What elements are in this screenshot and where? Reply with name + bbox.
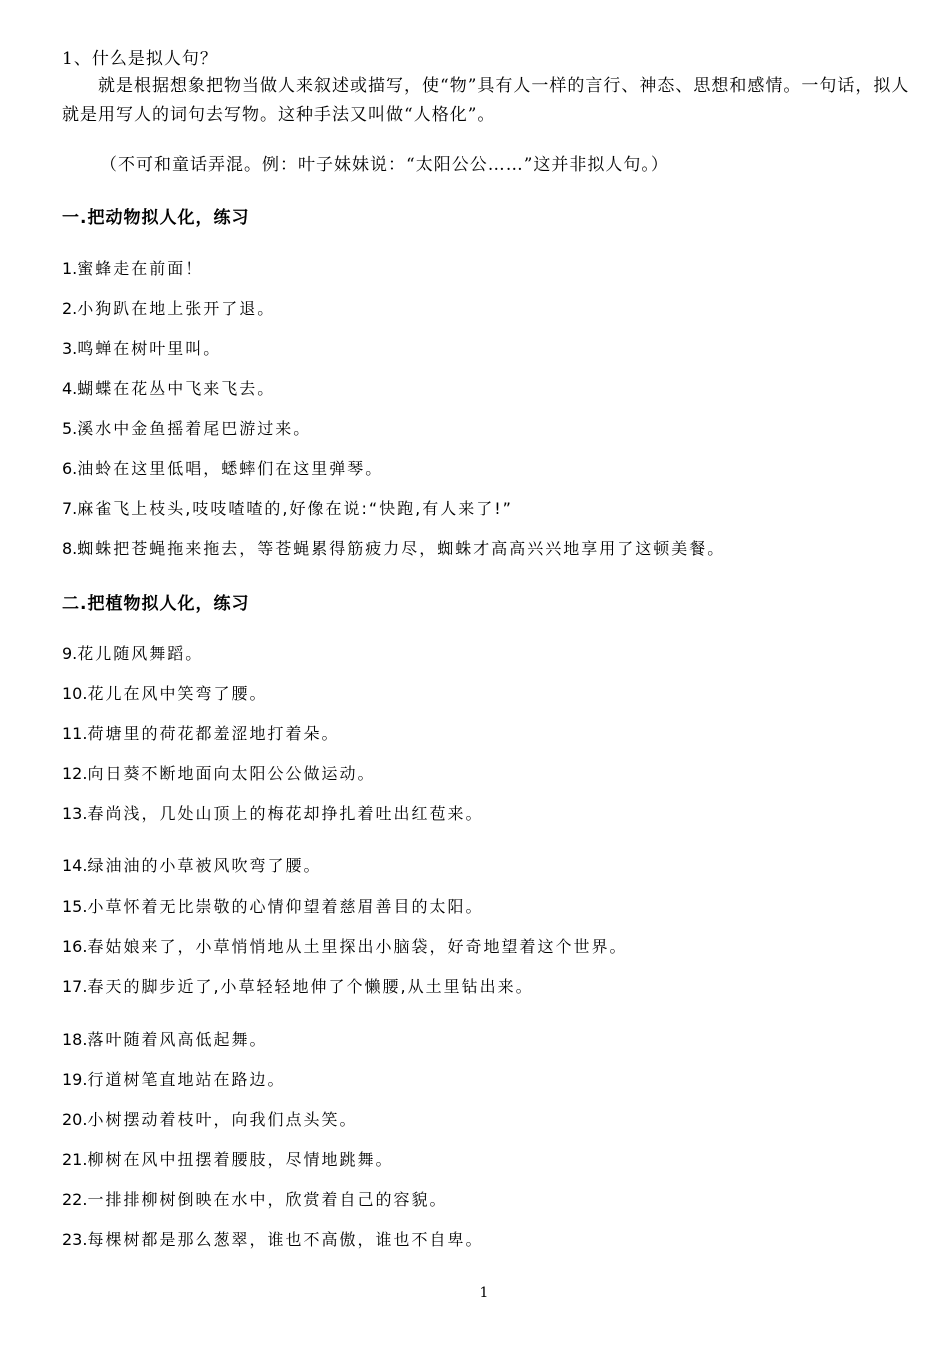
item-text: 蜜蜂走在前面！ (77, 259, 204, 278)
item-number: 17. (62, 977, 88, 996)
item-text: 向日葵不断地面向太阳公公做运动。 (87, 764, 376, 783)
item-text: 每棵树都是那么葱翠，谁也不高傲，谁也不自卑。 (87, 1230, 484, 1249)
item-number: 13. (62, 804, 88, 823)
item-number: 14. (62, 856, 88, 875)
item-number: 12. (62, 764, 88, 783)
item-text: 春天的脚步近了,小草轻轻地伸了个懒腰,从土里钻出来。 (87, 977, 534, 996)
item-text: 春姑娘来了，小草悄悄地从土里探出小脑袋，好奇地望着这个世界。 (87, 937, 628, 956)
item-number: 11. (62, 724, 88, 743)
list-item (62, 894, 483, 917)
item-number: 7. (62, 499, 78, 518)
list-item (62, 853, 321, 876)
item-text: 落叶随着风高低起舞。 (87, 1030, 268, 1049)
item-number: 3. (62, 339, 78, 358)
item-number: 4. (62, 379, 78, 398)
item-text: 油蛉在这里低唱，蟋蟀们在这里弹琴。 (77, 459, 384, 478)
item-number: 18. (62, 1030, 88, 1049)
list-item (62, 376, 275, 399)
list-item (62, 641, 203, 664)
list-item (62, 1107, 357, 1130)
item-text: 花儿随风舞蹈。 (77, 644, 204, 663)
page-number: 1 (479, 1285, 489, 1301)
item-number: 20. (62, 1110, 88, 1129)
item-text: 荷塘里的荷花都羞涩地打着朵。 (87, 724, 340, 743)
list-item (62, 721, 339, 744)
list-item (62, 456, 383, 479)
item-number: 6. (62, 459, 78, 478)
item-text: 一排排柳树倒映在水中，欣赏着自己的容貌。 (87, 1190, 448, 1209)
item-number: 8. (62, 539, 78, 558)
list-item (62, 974, 534, 997)
list-item (62, 296, 275, 319)
list-item (62, 1147, 393, 1170)
item-number: 22. (62, 1190, 88, 1209)
list-item (62, 934, 627, 957)
item-text: 溪水中金鱼摇着尾巴游过来。 (77, 419, 312, 438)
list-item (62, 256, 203, 279)
list-item (62, 1227, 483, 1250)
item-text: 鸣蝉在树叶里叫。 (77, 339, 222, 358)
list-item (62, 761, 375, 784)
intro-note: （不可和童话弄混。例：叶子妹妹说：“太阳公公……”这并非拟人句。） (100, 155, 669, 175)
item-text: 花儿在风中笑弯了腰。 (87, 684, 268, 703)
list-item (62, 1067, 285, 1090)
item-text: 小草怀着无比崇敬的心情仰望着慈眉善目的太阳。 (87, 897, 484, 916)
item-text: 蝴蝶在花丛中飞来飞去。 (77, 379, 276, 398)
item-text: 麻雀飞上枝头,吱吱喳喳的,好像在说:“快跑,有人来了!” (77, 499, 513, 518)
item-text: 小狗趴在地上张开了退。 (77, 299, 276, 318)
item-number: 9. (62, 644, 78, 663)
item-text: 柳树在风中扭摆着腰肢，尽情地跳舞。 (87, 1150, 394, 1169)
section-heading-animals: 一.把动物拟人化，练习 (62, 208, 250, 228)
list-item (62, 496, 513, 519)
item-text: 行道树笔直地站在路边。 (87, 1070, 286, 1089)
item-number: 15. (62, 897, 88, 916)
item-number: 10. (62, 684, 88, 703)
list-item (62, 416, 311, 439)
item-number: 5. (62, 419, 78, 438)
section-heading-plants: 二.把植物拟人化，练习 (62, 594, 250, 614)
item-number: 1. (62, 259, 78, 278)
list-item (62, 1027, 267, 1050)
item-number: 21. (62, 1150, 88, 1169)
item-text: 绿油油的小草被风吹弯了腰。 (87, 856, 322, 875)
item-number: 2. (62, 299, 78, 318)
intro-paragraph: 就是根据想象把物当做人来叙述或描写，使“物”具有人一样的言行、神态、思想和感情。一句话，拟人就是用写人的词句去写物。这种手法又叫做“人格化”。 (62, 76, 910, 125)
item-text: 春尚浅，几处山顶上的梅花却挣扎着吐出红苞来。 (87, 804, 484, 823)
item-number: 23. (62, 1230, 88, 1249)
item-number: 19. (62, 1070, 88, 1089)
list-item (62, 336, 221, 359)
intro-heading: 1、什么是拟人句？ (62, 49, 218, 69)
list-item (62, 681, 267, 704)
list-item (62, 536, 725, 559)
item-text: 蜘蛛把苍蝇拖来拖去，等苍蝇累得筋疲力尽，蜘蛛才高高兴兴地享用了这顿美餐。 (77, 539, 726, 558)
list-item (62, 801, 483, 824)
item-number: 16. (62, 937, 88, 956)
list-item (62, 1187, 447, 1210)
item-text: 小树摆动着枝叶，向我们点头笑。 (87, 1110, 358, 1129)
